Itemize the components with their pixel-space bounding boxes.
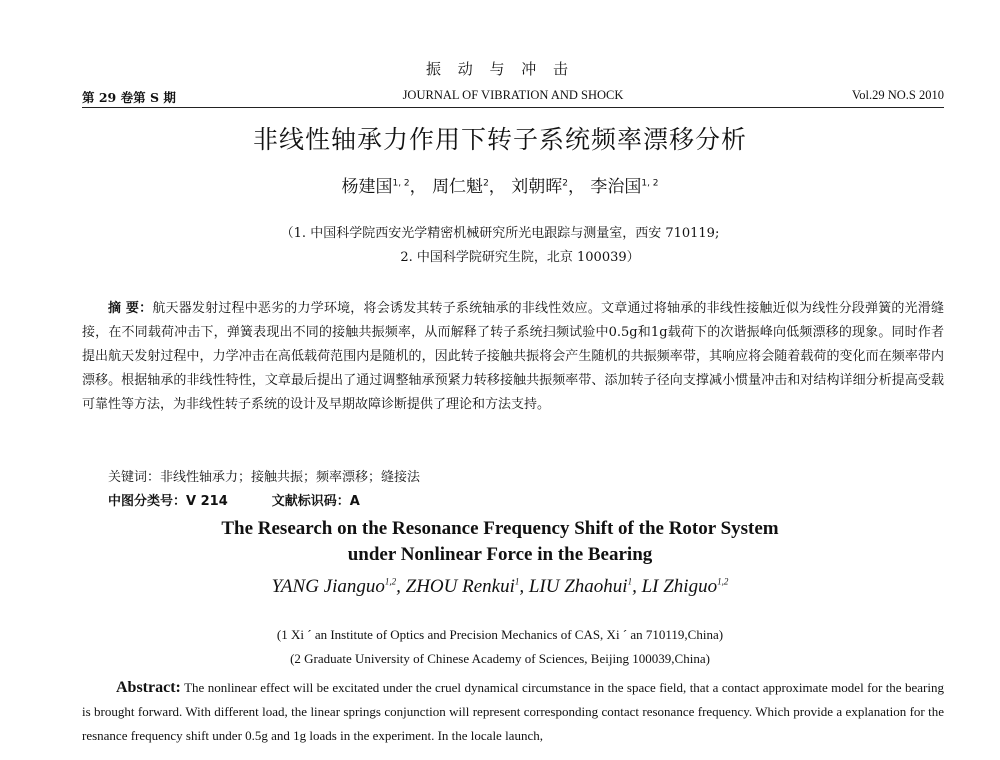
affiliation-cn-1: （1. 中国科学院西安光学精密机械研究所光电跟踪与测量室，西安 710119; [280, 226, 720, 241]
author-en-1: YANG Jianguo$^{1,2}$, [271, 576, 406, 597]
running-header [82, 88, 944, 108]
abstract-cn [82, 297, 944, 417]
author-cn-2: 周仁魁$^2$， [432, 177, 506, 197]
keywords-text: 非线性轴承力；接触共振；频率漂移；缝接法 [160, 470, 421, 485]
paper-title-en-line-1: The Research on the Resonance Frequency Shift of the Rotor System [221, 518, 779, 539]
affiliation-cn-2: 2. 中国科学院研究生院，北京 100039） [400, 250, 640, 265]
paper-title-en [0, 516, 1000, 568]
affiliation-en-2: (2 Graduate University of Chinese Academy of Sciences, Beijing 100039,China) [290, 651, 710, 666]
abstract-cn-label: 摘 要： [108, 301, 153, 316]
keywords-label: 关键词： [108, 470, 161, 485]
paper-title-en-line-2: under Nonlinear Force in the Bearing [347, 544, 653, 565]
affiliation-en-1: (1 Xi ´ an Institute of Optics and Precision Mechanics of CAS, Xi ´ an 710119,China) [276, 627, 724, 642]
authors-en [0, 576, 1000, 598]
authors-cn [0, 172, 1000, 197]
author-cn-3: 刘朝晖$^2$， [511, 177, 585, 197]
keywords [108, 466, 420, 485]
classification [108, 490, 360, 509]
author-en-2: ZHOU Renkui$^1$, [405, 576, 529, 597]
journal-title-en: JOURNAL OF VIBRATION AND SHOCK [402, 88, 624, 102]
author-cn-4: 李治国$^{1, 2}$ [590, 177, 659, 197]
header-rule [82, 107, 944, 108]
doc-code-value: A [349, 494, 360, 509]
abstract-cn-text: 航天器发射过程中恶劣的力学环境，将会诱发其转子系统轴承的非线性效应。文章通过将轴承的非线性接触近似为线性分段弹簧的光滑缝接，在不同载荷冲击下，弹簧表现出不同的接触共振频率，从而解释了转子系统扫频试验中0.5g和1g载荷下的次谐振峰向低频漂移的现象。同时作者提出航天发射过程中，力学冲击在高低载荷范围内是随机的，因此转子接触共振将会产生随机的共振频率带，其响应将会随着载荷的变化而在频率带内漂移。根据轴承的非线性特性，文章最后提出了通过调整轴承预紧力转移接触共振频率带、添加转子径向支撑减小惯量冲击和对结构详细分析提高受载可靠性等方法，为非线性转子系统的设计及早期故障诊断提供了理论和方法支持。 [82, 301, 944, 412]
volume-en: Vol.29 NO.S 2010 [851, 88, 944, 102]
journal-title-cn: 振 动 与 冲 击 [425, 60, 575, 78]
abstract-en-text: The nonlinear effect will be excitated under the cruel dynamical circumstance in the space field, that a contact approximate model for the bearing is brought forward. With different load, the linear springs conjunction will represent corresponding contact resonance frequency. Which provide a explanation for the resnance frequency shift under 0.5g and 1g loads in the experiment. In the locale launch, [82, 680, 944, 743]
clc-value: V 214 [186, 494, 228, 509]
doc-code-label: 文献标识码： [271, 494, 350, 509]
volume-cn: 第 29 卷第 S 期 [82, 90, 176, 105]
abstract-en [82, 676, 944, 748]
author-en-3: LIU Zhaohui$^1$, [528, 576, 642, 597]
author-cn-1: 杨建国$^{1, 2}$， [341, 177, 427, 197]
author-en-4: LI Zhiguo$^{1,2}$ [641, 576, 729, 597]
abstract-en-label: Abstract: [116, 679, 181, 696]
paper-title-cn: 非线性轴承力作用下转子系统频率漂移分析 [252, 125, 747, 154]
clc-label: 中图分类号： [108, 494, 187, 509]
